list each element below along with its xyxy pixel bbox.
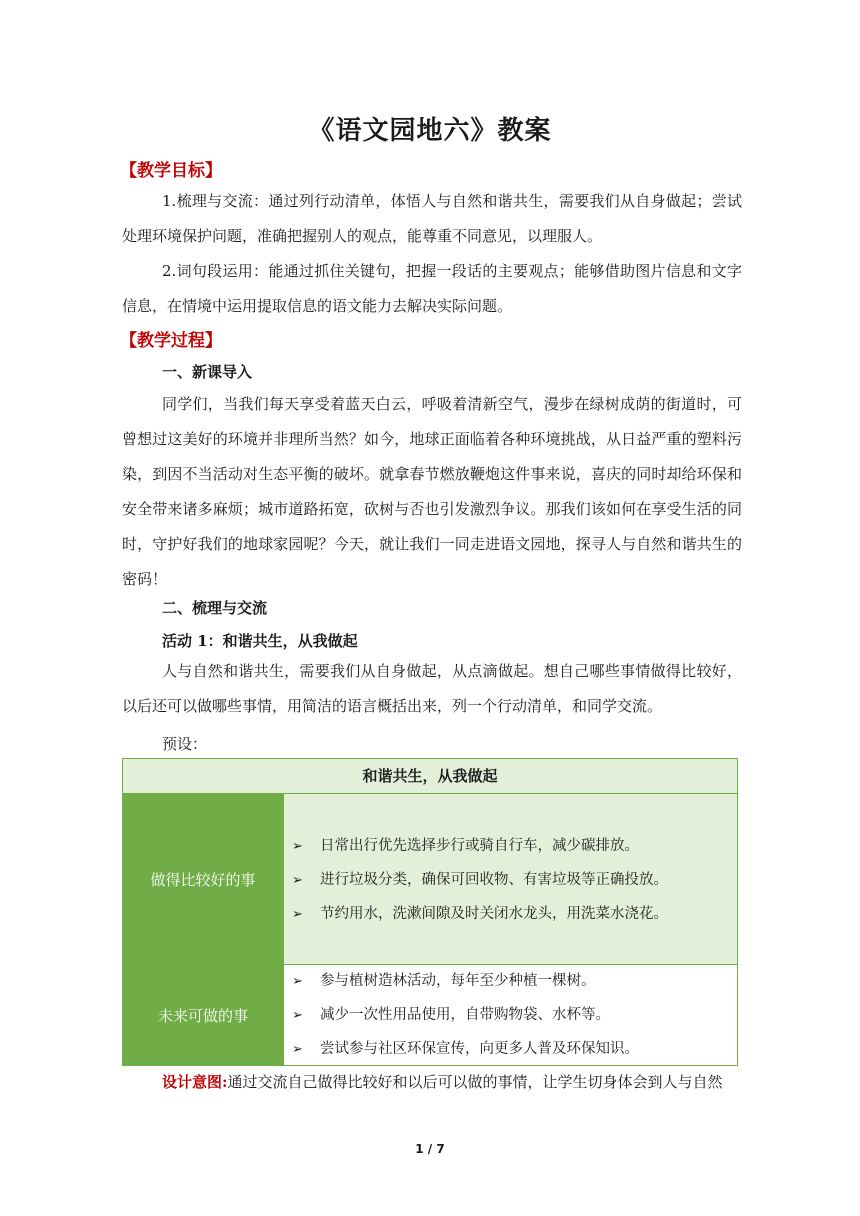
list-item: ➢ 节约用水，洗漱间隙及时关闭水龙头，用洗菜水浇花。	[292, 902, 668, 926]
list-item: ➢ 减少一次性用品使用，自带购物袋、水杯等。	[292, 1003, 610, 1027]
list-item: ➢ 参与植树造林活动，每年至少种植一棵树。	[292, 969, 596, 993]
arrow-bullet-icon: ➢	[292, 1008, 303, 1023]
section-heading-goals: 【教学目标】	[120, 161, 222, 181]
arrow-bullet-icon: ➢	[292, 873, 303, 888]
arrow-bullet-icon: ➢	[292, 974, 303, 989]
list-item: ➢ 日常出行优先选择步行或骑自行车，减少碳排放。	[292, 834, 639, 858]
preset-label: 预设：	[162, 735, 208, 753]
intro-paragraph: 同学们，当我们每天享受着蓝天白云，呼吸着清新空气，漫步在绿树成荫的街道时，可曾想过这美好的环境并非理所当然？如今，地球正面临着各种环境挑战，从日益严重的塑料污染，到因不当活动对生态平衡的破坏。就拿春节燃放鞭炮这件事来说，喜庆的同时却给环保和安全带来诸多麻烦；城市道路拓宽，砍树与否也引发激烈争议。那我们该如何在享受生活的同时，守护好我们的地球家园呢？今天，就让我们一同走进语文园地，探寻人与自然和谐共生的密码！	[122, 395, 742, 588]
activity-paragraph: 人与自然和谐共生，需要我们从自身做起，从点滴做起。想自己哪些事情做得比较好，以后还可以做哪些事情，用简洁的语言概括出来，列一个行动清单，和同学交流。	[122, 662, 742, 715]
arrow-bullet-icon: ➢	[292, 839, 303, 854]
action-list-table	[122, 758, 738, 1066]
list-item: ➢ 尝试参与社区环保宣传，向更多人普及环保知识。	[292, 1037, 639, 1061]
page-number: 1 / 7	[415, 1142, 445, 1156]
design-intent-label: 设计意图:	[162, 1073, 228, 1091]
row-label-future: 未来可做的事	[123, 965, 283, 1065]
arrow-bullet-icon: ➢	[292, 907, 303, 922]
section-heading-process: 【教学过程】	[120, 331, 222, 351]
goal-paragraph-1: 1.梳理与交流：通过列行动清单，体悟人与自然和谐共生，需要我们从自身做起；尝试处理环境保护问题，准确把握别人的观点，能尊重不同意见，以理服人。	[122, 192, 742, 245]
activity-heading: 活动 1：和谐共生，从我做起	[162, 632, 358, 650]
arrow-bullet-icon: ➢	[292, 1042, 303, 1057]
row-label-done-well: 做得比较好的事	[123, 794, 283, 964]
goal-paragraph-2: 2.词句段运用：能通过抓住关键句，把握一段话的主要观点；能够借助图片信息和文字信息，在情境中运用提取信息的语文能力去解决实际问题。	[122, 262, 742, 315]
table-header: 和谐共生，从我做起	[123, 759, 737, 794]
cell-done-well	[284, 794, 737, 964]
document-title: 《语文园地六》教案	[308, 116, 552, 146]
part-heading-discussion: 二、梳理与交流	[162, 599, 268, 617]
list-item: ➢ 进行垃圾分类，确保可回收物、有害垃圾等正确投放。	[292, 868, 668, 892]
part-heading-intro: 一、新课导入	[162, 363, 253, 381]
design-intent-text: 通过交流自己做得比较好和以后可以做的事情，让学生切身体会到人与自然	[227, 1073, 723, 1091]
design-intent	[162, 1070, 742, 1094]
cell-future	[284, 965, 737, 1065]
